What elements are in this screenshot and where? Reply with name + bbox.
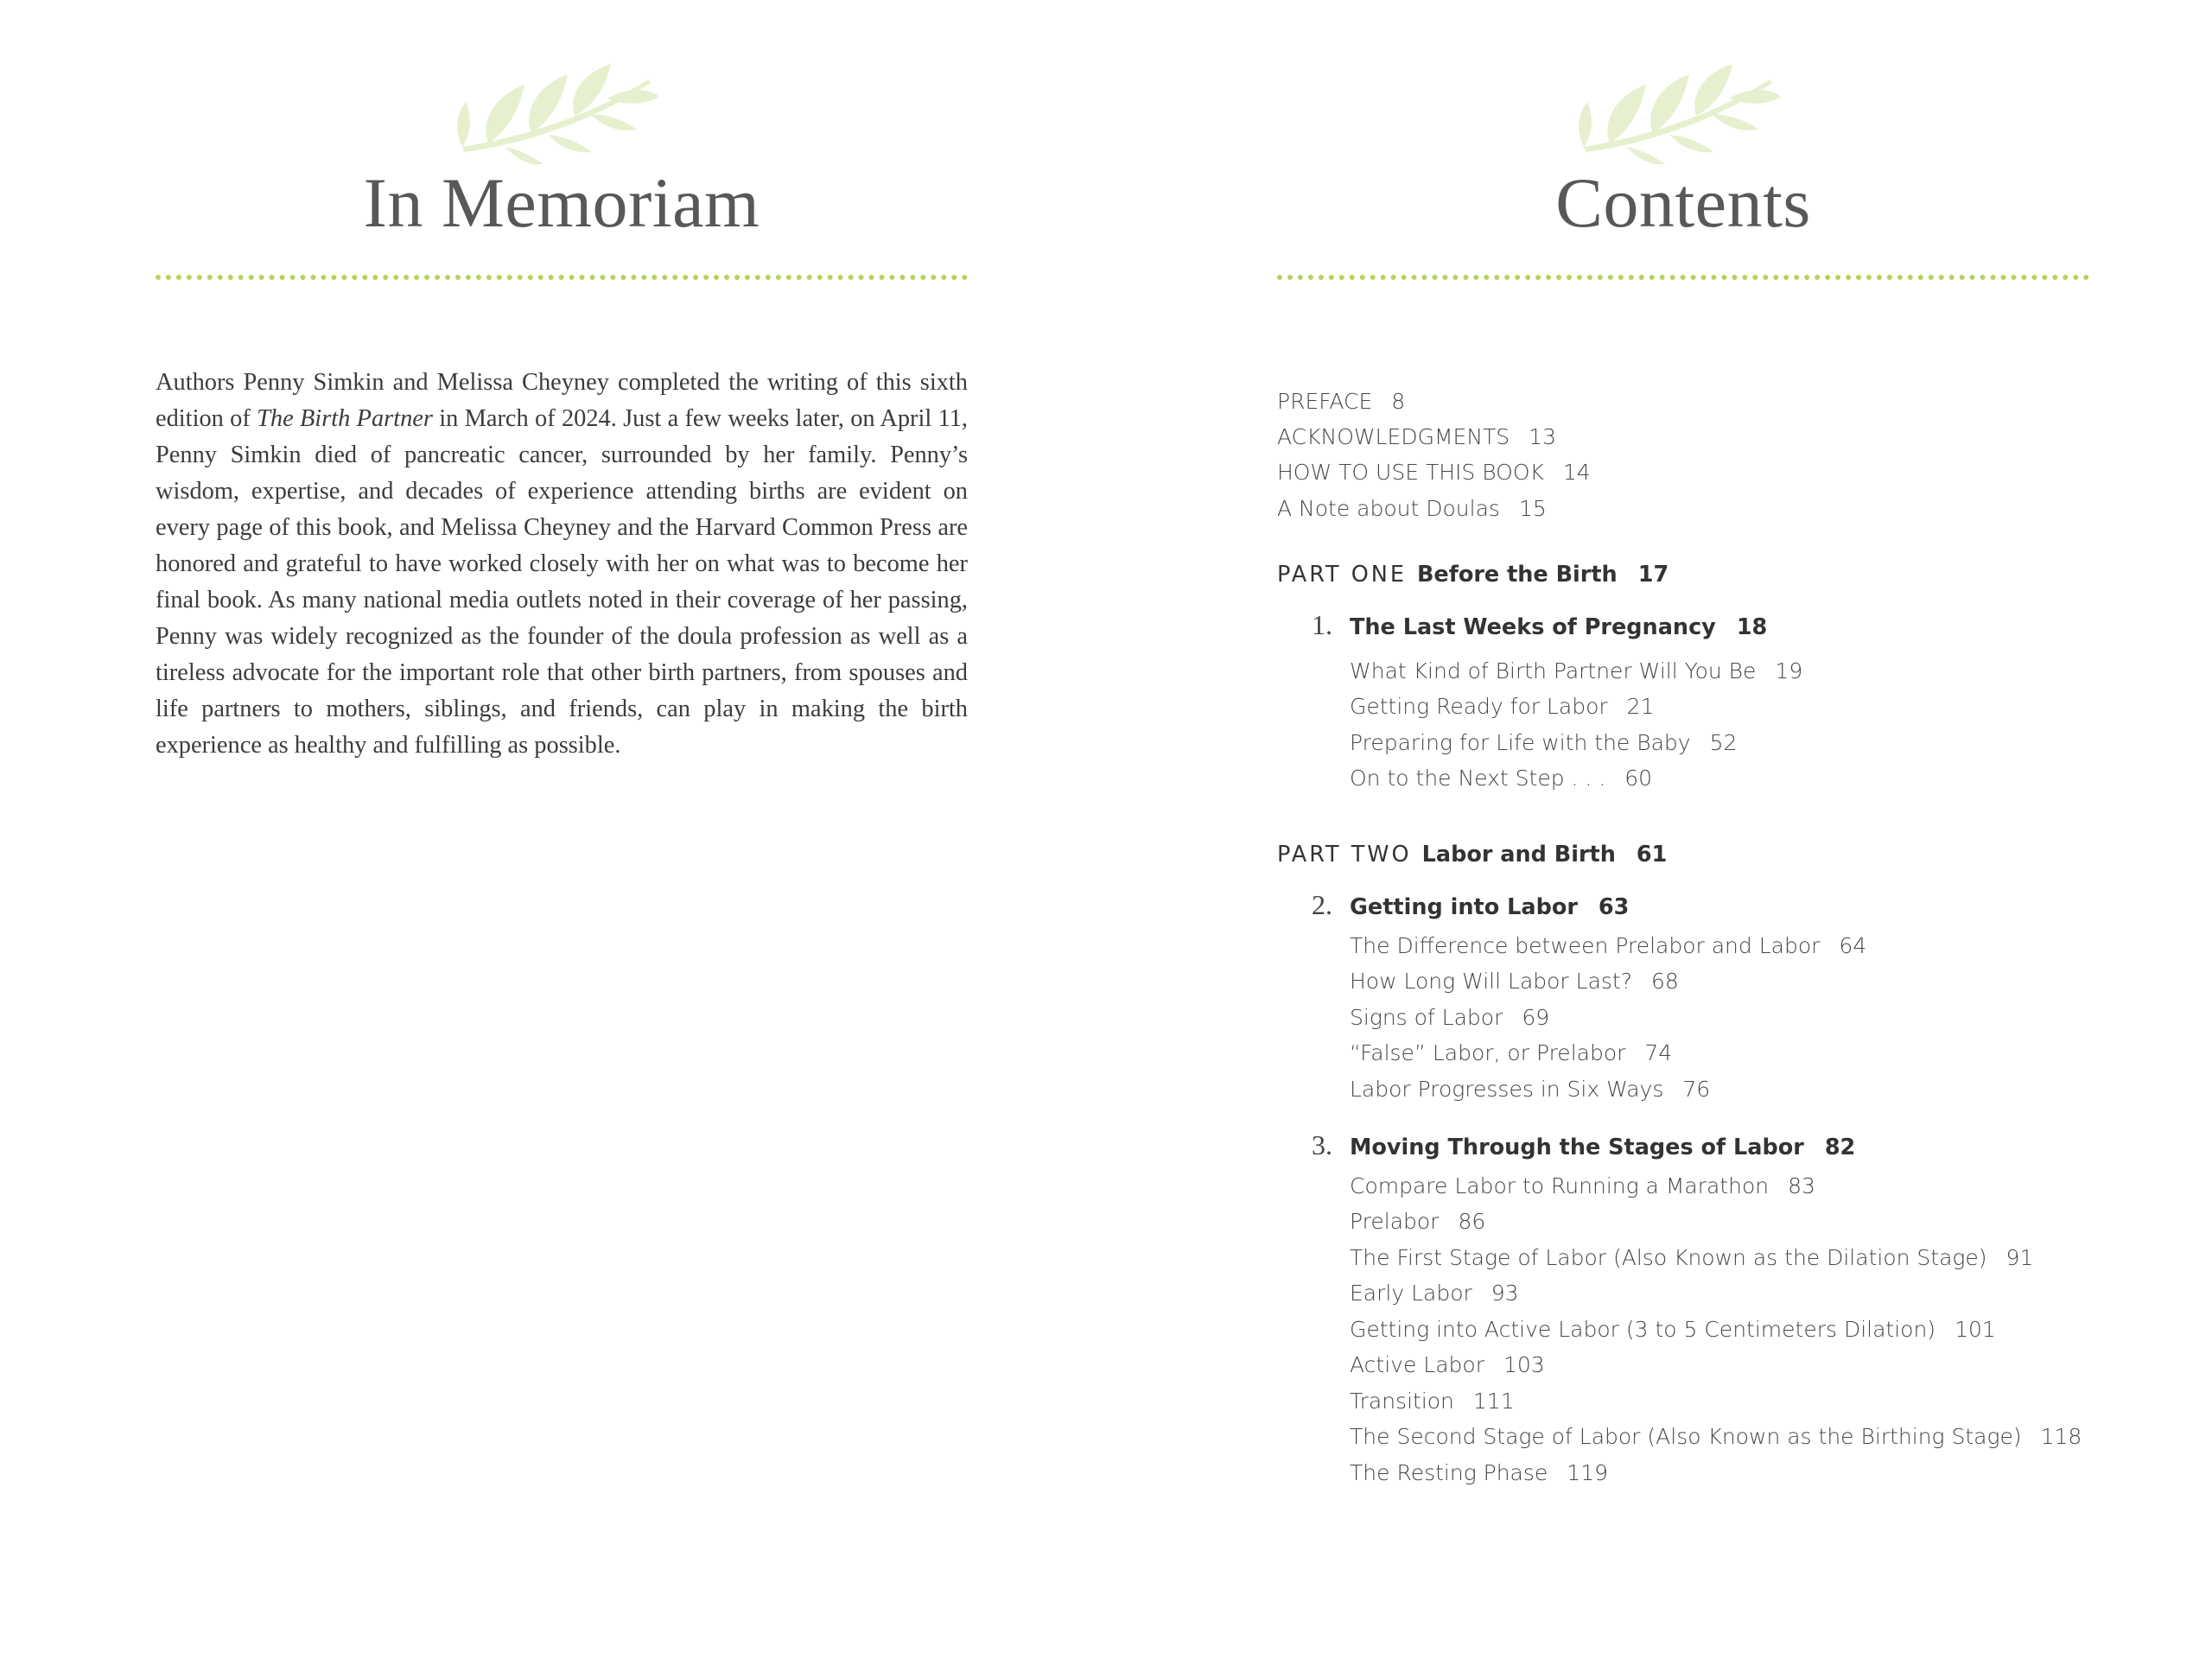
toc-page-number: 64 — [1839, 933, 1867, 958]
toc-part-one[interactable] — [1277, 560, 1669, 589]
toc-entry-title: HOW TO USE THIS BOOK — [1277, 460, 1544, 485]
chapter-title: Moving Through the Stages of Labor — [1350, 1135, 1804, 1160]
toc-section[interactable] — [1350, 1243, 2033, 1273]
memoriam-text-end: in March of 2024. Just a few weeks later, on April 11, Penny Simkin died of pancreatic cancer, surrounded by her family. Penny’s wisdom, expertise, and decades of experience attending births are evident on every page of this book, and Melissa Cheyney and the Harvard Common Press are honored and grateful to have worked closely with her on what was to become her final book. As many national media outlets noted in their coverage of her passing, Penny was widely recognized as the founder of the doula profession as well as a tireless advocate for the important role that other birth partners, from spouses and life partners to mothers, siblings, and friends, can play in making the birth experience as healthy and fulfilling as possible. — [156, 405, 969, 759]
part-title: Labor and Birth — [1421, 842, 1616, 868]
part-title: Before the Birth — [1417, 562, 1618, 588]
toc-page-number: 19 — [1775, 658, 1803, 683]
toc-section[interactable] — [1350, 1422, 2082, 1452]
toc-page-number: 14 — [1562, 460, 1591, 485]
toc-section[interactable] — [1350, 692, 1654, 721]
toc-entry-title: PREFACE — [1277, 389, 1373, 414]
toc-page-number: 103 — [1503, 1352, 1545, 1377]
toc-page-number: 118 — [2040, 1424, 2082, 1449]
toc-entry-title: On to the Next Step . . . — [1350, 766, 1606, 791]
toc-page-number: 18 — [1736, 614, 1768, 640]
toc-section[interactable] — [1350, 931, 1866, 961]
toc-entry-title: Compare Labor to Running a Marathon — [1350, 1173, 1770, 1198]
toc-page-number: 15 — [1518, 496, 1547, 521]
dotted-divider — [156, 275, 968, 280]
toc-entry-title: Getting Ready for Labor — [1350, 694, 1608, 719]
toc-section[interactable] — [1350, 657, 1802, 686]
toc-entry-title: ACKNOWLEDGMENTS — [1277, 424, 1510, 449]
toc-section[interactable] — [1350, 1039, 1672, 1068]
memoriam-text-start: Authors Penny Simkin and Melissa Cheyney completed the writing of this sixth edition of — [156, 369, 968, 432]
toc-section[interactable] — [1350, 1459, 1608, 1488]
toc-entry-title: Labor Progresses in Six Ways — [1350, 1077, 1664, 1102]
part-label: PART ONE — [1277, 562, 1407, 588]
toc-page-number: 86 — [1458, 1209, 1486, 1234]
toc-page-number: 76 — [1682, 1077, 1711, 1102]
toc-section[interactable] — [1350, 1172, 1815, 1201]
toc-entry-title: A Note about Doulas — [1277, 496, 1500, 521]
memoriam-paragraph — [156, 365, 968, 764]
toc-entry-title: The Resting Phase — [1350, 1460, 1548, 1485]
leaf-sprig-icon — [454, 60, 661, 164]
toc-section[interactable] — [1350, 1003, 1549, 1033]
toc-entry-title: Prelabor — [1350, 1209, 1440, 1234]
part-label: PART TWO — [1277, 842, 1412, 868]
toc-entry-title: Signs of Labor — [1350, 1005, 1503, 1030]
toc-entry-note-doulas[interactable] — [1277, 494, 1547, 524]
toc-page-number: 21 — [1626, 694, 1655, 719]
toc-page-number: 69 — [1522, 1005, 1550, 1030]
toc-entry-title: The Difference between Prelabor and Labor — [1350, 933, 1821, 958]
toc-entry-title: What Kind of Birth Partner Will You Be — [1350, 658, 1757, 683]
toc-section[interactable] — [1350, 728, 1737, 758]
chapter-title: Getting into Labor — [1350, 894, 1578, 920]
toc-entry-title: “False” Labor, or Prelabor — [1350, 1040, 1626, 1065]
chapter-title: The Last Weeks of Pregnancy — [1350, 614, 1716, 640]
toc-entry-title: The Second Stage of Labor (Also Known as the Birthing Stage) — [1350, 1424, 2022, 1449]
book-title-italic: The Birth Partner — [257, 405, 433, 432]
toc-page-number: 61 — [1636, 842, 1668, 868]
toc-entry-title: Active Labor — [1350, 1352, 1484, 1377]
chapter-number: 2. — [1312, 889, 1332, 920]
toc-page-number: 60 — [1624, 766, 1653, 791]
chapter-number: 1. — [1312, 609, 1332, 640]
toc-entry-how-to-use[interactable] — [1277, 458, 1591, 487]
toc-entry-acknowledgments[interactable] — [1277, 423, 1556, 452]
toc-page-number: 13 — [1529, 424, 1556, 449]
toc-section[interactable] — [1350, 1075, 1710, 1104]
toc-page-number: 111 — [1472, 1389, 1515, 1414]
toc-page-number: 91 — [2005, 1245, 2034, 1270]
toc-page-number: 93 — [1491, 1281, 1519, 1306]
toc-entry-title: Early Labor — [1350, 1281, 1472, 1306]
toc-page-number: 52 — [1709, 730, 1738, 755]
toc-page-number: 82 — [1824, 1135, 1856, 1160]
toc-entry-preface[interactable] — [1277, 387, 1405, 416]
toc-page-number: 8 — [1391, 389, 1406, 414]
toc-page-number: 83 — [1788, 1173, 1815, 1198]
toc-section[interactable] — [1350, 1207, 1485, 1236]
toc-part-two[interactable] — [1277, 840, 1667, 869]
toc-section[interactable] — [1350, 1387, 1515, 1416]
toc-page-number: 74 — [1644, 1040, 1673, 1065]
toc-page-number: 119 — [1567, 1460, 1609, 1485]
toc-page-number: 68 — [1651, 969, 1679, 994]
toc-entry-title: Preparing for Life with the Baby — [1350, 730, 1691, 755]
toc-chapter-1[interactable] — [1312, 610, 1767, 642]
toc-entry-title: Getting into Active Labor (3 to 5 Centimeters Dilation) — [1350, 1317, 1936, 1342]
leaf-sprig-icon — [1575, 60, 1783, 164]
toc-entry-title: How Long Will Labor Last? — [1350, 969, 1633, 994]
toc-section[interactable] — [1350, 1279, 1519, 1308]
chapter-number: 3. — [1312, 1129, 1332, 1160]
page-title: In Memoriam — [363, 163, 760, 242]
toc-chapter-3[interactable] — [1312, 1130, 1855, 1162]
page-title: Contents — [1555, 163, 1811, 242]
toc-section[interactable] — [1350, 764, 1652, 793]
toc-section[interactable] — [1350, 1315, 1996, 1344]
toc-entry-title: The First Stage of Labor (Also Known as the Dilation Stage) — [1350, 1245, 1987, 1270]
dotted-divider — [1277, 275, 2089, 280]
toc-page-number: 17 — [1637, 562, 1669, 588]
toc-page-number: 63 — [1598, 894, 1630, 920]
toc-section[interactable] — [1350, 967, 1679, 996]
toc-chapter-2[interactable] — [1312, 890, 1629, 922]
toc-entry-title: Transition — [1350, 1389, 1454, 1414]
toc-page-number: 101 — [1955, 1317, 1996, 1342]
toc-section[interactable] — [1350, 1351, 1545, 1380]
